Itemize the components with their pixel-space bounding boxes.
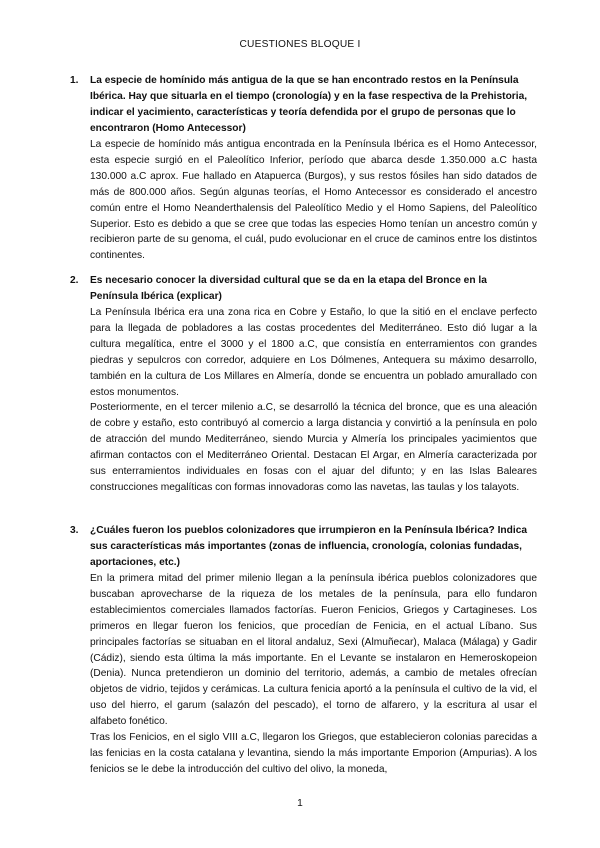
answer-paragraph: En la primera mitad del primer milenio llegan a la península ibérica pueblos colonizadores que buscaban aprovecharse de la riqueza de los metales de la península, para ello fundaron establecimientos comerciales llamados factorías. Fueron Fenicios, Griegos y Cartagineses. Los primeros en llegar fueron los fenicios, que procedían de Fenicia, en el actual Líbano. Sus principales factorías se situaban en el litoral andaluz, Sexi (Almuñecar), Malaca (Málaga) y Gadir (Cádiz), siendo esta última la más importante. En el Levante se instalaron en Hemeroskopeion (Denia). Nunca pretendieron un dominio del territorio, además, a cambio de metales ofrecían objetos de vidrio, tejidos y cerámicas. La cultura fenicia aportó a la península el cultivo de la vid, el uso del hierro, el garum (salazón del pescado), el torno de alfarero, y la escritura al usar el alfabeto fonético. bbox=[90, 573, 537, 728]
question-1 bbox=[70, 73, 537, 264]
page-number: 1 bbox=[297, 798, 303, 809]
answer-paragraph: Posteriormente, en el tercer milenio a.C, se desarrolló la técnica del bronce, que es una aleación de cobre y estaño, esto contribuyó al comercio a larga distancia y convirtió a la península en polo de atracción del mundo Mediterráneo, siendo Murcia y Almería los principales yacimientos que afirman contactos con el Mediterráneo Oriental. Destacan El Argar, en Almería caracterizada por sus enterramientos individuales en fosas con el ajuar del difunto; y en las Islas Baleares construcciones megalíticas con formas innovadoras como las navetas, las taulas y los talayots. bbox=[90, 402, 537, 493]
question-heading: ¿Cuáles fueron los pueblos colonizadores que irrumpieron en la Península Ibérica? Indica sus características más importantes (zonas de influencia, cronología, colonias fundadas, aportaciones, etc.) bbox=[90, 525, 528, 568]
question-number: 2. bbox=[70, 275, 79, 286]
question-heading: Es necesario conocer la diversidad cultural que se da en la etapa del Bronce en la Península Ibérica (explicar) bbox=[90, 275, 487, 302]
answer-paragraph: La Península Ibérica era una zona rica en Cobre y Estaño, lo que la sitió en el enclave perfecto para la llegada de pobladores a las costas procedentes del Mediterráneo. Esto dió lugar a la cultura megalítica, entre el 3000 y el 1800 a.C, que consistía en enterramientos con grandes piedras y sepulcros con corredor, adquiere en Los Dólmenes, Antequera su máximo desarrollo, también en la cultura de Los Millares en Almería, donde se encuentra un poblado amurallado con estos monumentos. bbox=[90, 307, 537, 398]
answer-paragraph: La especie de homínido más antigua encontrada en la Península Ibérica es el Homo Antecessor, esta especie surgió en el Paleolítico Inferior, período que abarca desde 1.350.000 a.C hasta 130.000 a.C aprox. Fue hallado en Atapuerca (Burgos), y sus restos fósiles han sido datados de más de 800.000 años. Según algunas teorías, el Homo Antecessor es considerado el ancestro común entre el Homo Neanderthalensis del Paleolítico Medio y el Homo Sapiens, del Paleolítico Superior. Esto es debido a que se cree que todas las especies Homo tenían un ancestro común y recibieron parte de su genoma, el cuál, pudo evolucionar en el cruce de caminos entre los distintos continentes. bbox=[90, 139, 537, 262]
question-number: 3. bbox=[70, 525, 79, 536]
question-2 bbox=[70, 273, 537, 496]
answer-paragraph: Tras los Fenicios, en el siglo VIII a.C, llegaron los Griegos, que establecieron colonias parecidas a las fenicias en la costa catalana y levantina, siendo la más importante Emporion (Ampurias). A los fenicios se le debe la introducción del cultivo del olivo, la moneda, bbox=[90, 732, 537, 775]
question-heading: La especie de homínido más antigua de la que se han encontrado restos en la Península Ibérica. Hay que situarla en el tiempo (cronología) y en la fase respectiva de la Prehistoria, indicar el yacimiento, características y teoría defendida por el grupo de personas que lo encontraron (Homo Antecessor) bbox=[90, 75, 528, 134]
question-number: 1. bbox=[70, 75, 79, 86]
question-3 bbox=[70, 523, 537, 778]
document-title: CUESTIONES BLOQUE I bbox=[239, 39, 361, 50]
